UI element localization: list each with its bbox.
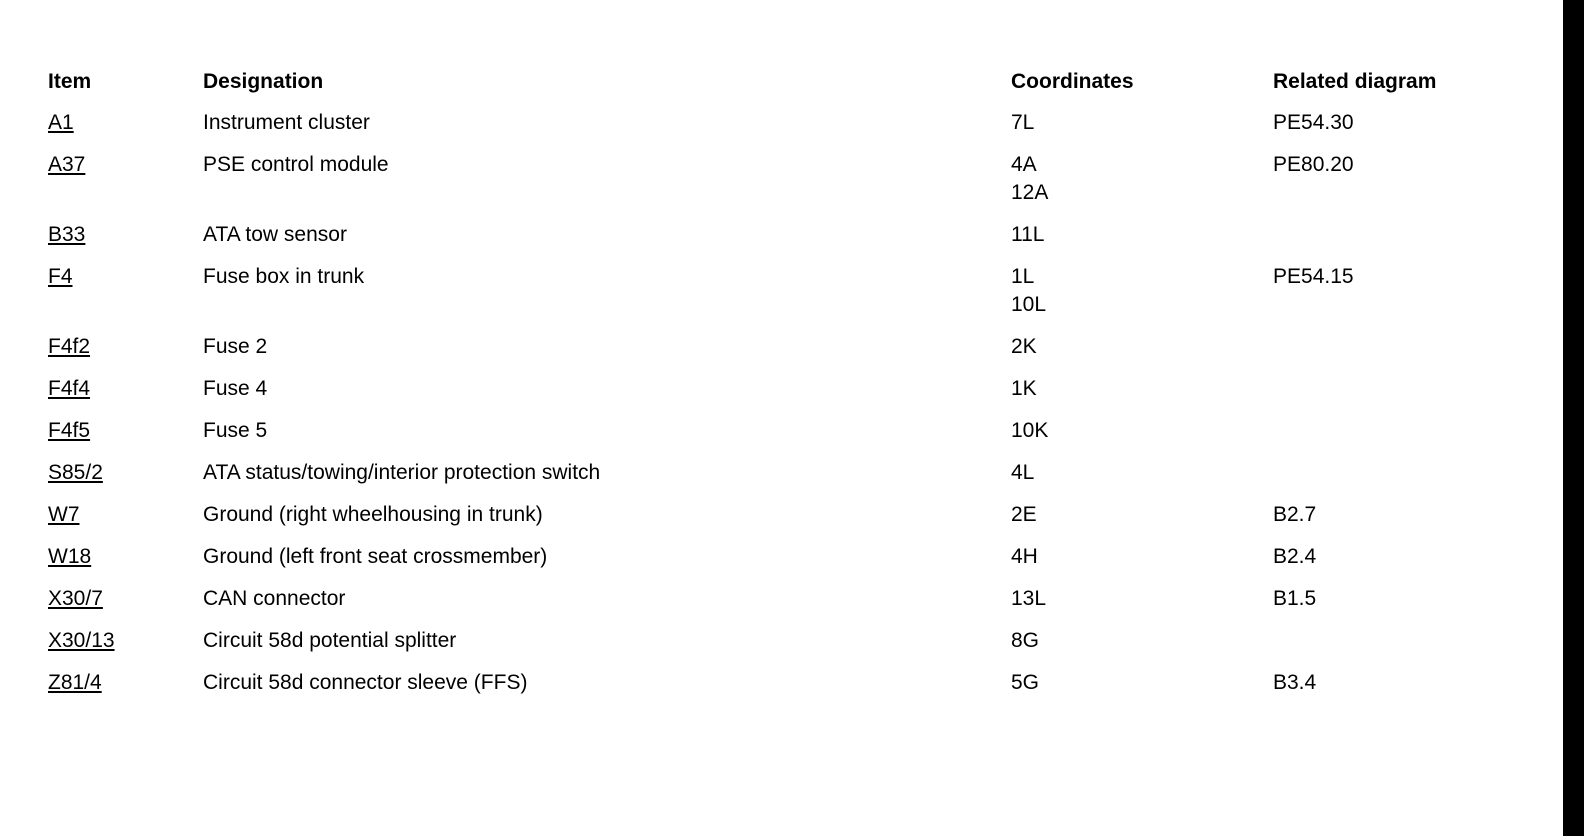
item-link[interactable]: W18 xyxy=(48,545,92,568)
related-diagram-cell: B2.4 xyxy=(1273,545,1317,568)
coordinate-value: 2K xyxy=(1011,335,1037,358)
designation-cell: Circuit 58d potential splitter xyxy=(203,629,457,652)
related-diagram-cell: PE80.20 xyxy=(1273,153,1354,176)
coordinate-value: 13L xyxy=(1011,587,1047,610)
coordinate-value: 5G xyxy=(1011,671,1040,694)
item-link[interactable]: F4f4 xyxy=(48,377,91,400)
designation-cell: Fuse 5 xyxy=(203,419,268,442)
coordinate-value: 4A xyxy=(1011,153,1037,176)
related-diagram-cell xyxy=(1273,214,1533,256)
item-link[interactable]: X30/7 xyxy=(48,587,103,610)
item-link[interactable]: A1 xyxy=(48,111,74,134)
item-link[interactable]: W7 xyxy=(48,503,80,526)
item-cell xyxy=(48,536,203,578)
coordinate-value: 10L xyxy=(1011,293,1047,316)
item-cell xyxy=(48,214,203,256)
designation-cell: PSE control module xyxy=(203,153,389,176)
table-body xyxy=(48,102,1533,704)
coordinates-cell xyxy=(1011,410,1273,452)
designation-cell: Instrument cluster xyxy=(203,111,370,134)
coordinate-value: 12A xyxy=(1011,181,1049,204)
coordinate-value: 8G xyxy=(1011,629,1040,652)
designation-cell: Ground (right wheelhousing in trunk) xyxy=(203,503,543,526)
related-diagram-cell: PE54.15 xyxy=(1273,265,1354,288)
coordinates-cell xyxy=(1011,214,1273,256)
item-link[interactable]: F4f2 xyxy=(48,335,91,358)
header-related-diagram: Related diagram xyxy=(1273,70,1437,93)
item-cell xyxy=(48,620,203,662)
item-cell xyxy=(48,662,203,704)
coordinates-cell xyxy=(1011,144,1273,214)
header-coordinates: Coordinates xyxy=(1011,70,1134,93)
table-row xyxy=(48,410,1533,452)
table-row xyxy=(48,662,1533,704)
coordinates-cell xyxy=(1011,494,1273,536)
item-cell xyxy=(48,494,203,536)
table-row xyxy=(48,256,1533,326)
item-cell xyxy=(48,102,203,144)
coordinates-cell xyxy=(1011,256,1273,326)
coordinates-cell xyxy=(1011,662,1273,704)
table-row xyxy=(48,578,1533,620)
item-cell xyxy=(48,144,203,214)
table-row xyxy=(48,144,1533,214)
related-diagram-cell xyxy=(1273,452,1533,494)
coordinates-cell xyxy=(1011,368,1273,410)
table-row xyxy=(48,620,1533,662)
table-row xyxy=(48,536,1533,578)
item-link[interactable]: F4 xyxy=(48,265,73,288)
item-link[interactable]: B33 xyxy=(48,223,86,246)
table-row xyxy=(48,214,1533,256)
item-link[interactable]: S85/2 xyxy=(48,461,103,484)
designation-cell: ATA tow sensor xyxy=(203,223,347,246)
table-row xyxy=(48,102,1533,144)
coordinate-value: 7L xyxy=(1011,111,1035,134)
coordinate-value: 4L xyxy=(1011,461,1035,484)
related-diagram-cell: PE54.30 xyxy=(1273,111,1354,134)
designation-cell: Fuse box in trunk xyxy=(203,265,365,288)
item-cell xyxy=(48,452,203,494)
coordinate-value: 2E xyxy=(1011,503,1037,526)
related-diagram-cell: B3.4 xyxy=(1273,671,1317,694)
coordinates-cell xyxy=(1011,102,1273,144)
coordinates-cell xyxy=(1011,536,1273,578)
related-diagram-cell xyxy=(1273,326,1533,368)
coordinates-cell xyxy=(1011,620,1273,662)
item-link[interactable]: A37 xyxy=(48,153,86,176)
item-cell xyxy=(48,368,203,410)
related-diagram-cell: B2.7 xyxy=(1273,503,1317,526)
coordinates-cell xyxy=(1011,578,1273,620)
designation-cell: Ground (left front seat crossmember) xyxy=(203,545,548,568)
table-row xyxy=(48,368,1533,410)
coordinate-value: 1L xyxy=(1011,265,1035,288)
coordinate-value: 4H xyxy=(1011,545,1038,568)
designation-cell: Circuit 58d connector sleeve (FFS) xyxy=(203,671,528,694)
designation-cell: CAN connector xyxy=(203,587,346,610)
related-diagram-cell xyxy=(1273,410,1533,452)
related-diagram-cell xyxy=(1273,620,1533,662)
header-designation: Designation xyxy=(203,70,324,93)
item-cell xyxy=(48,326,203,368)
designation-cell: ATA status/towing/interior protection switch xyxy=(203,461,601,484)
coordinates-cell xyxy=(1011,326,1273,368)
item-cell xyxy=(48,410,203,452)
table-row xyxy=(48,452,1533,494)
header-item: Item xyxy=(48,70,92,93)
coordinate-value: 10K xyxy=(1011,419,1049,442)
coordinate-value: 1K xyxy=(1011,377,1037,400)
related-diagram-cell xyxy=(1273,368,1533,410)
item-cell xyxy=(48,578,203,620)
coordinates-cell xyxy=(1011,452,1273,494)
component-legend-table xyxy=(48,66,1533,704)
table-row xyxy=(48,326,1533,368)
item-link[interactable]: Z81/4 xyxy=(48,671,102,694)
item-link[interactable]: X30/13 xyxy=(48,629,115,652)
designation-cell: Fuse 2 xyxy=(203,335,268,358)
right-edge-bar xyxy=(1563,0,1584,836)
related-diagram-cell: B1.5 xyxy=(1273,587,1317,610)
coordinate-value: 11L xyxy=(1011,223,1045,246)
table-row xyxy=(48,494,1533,536)
designation-cell: Fuse 4 xyxy=(203,377,268,400)
item-link[interactable]: F4f5 xyxy=(48,419,91,442)
item-cell xyxy=(48,256,203,326)
table-header-row xyxy=(48,66,1533,102)
